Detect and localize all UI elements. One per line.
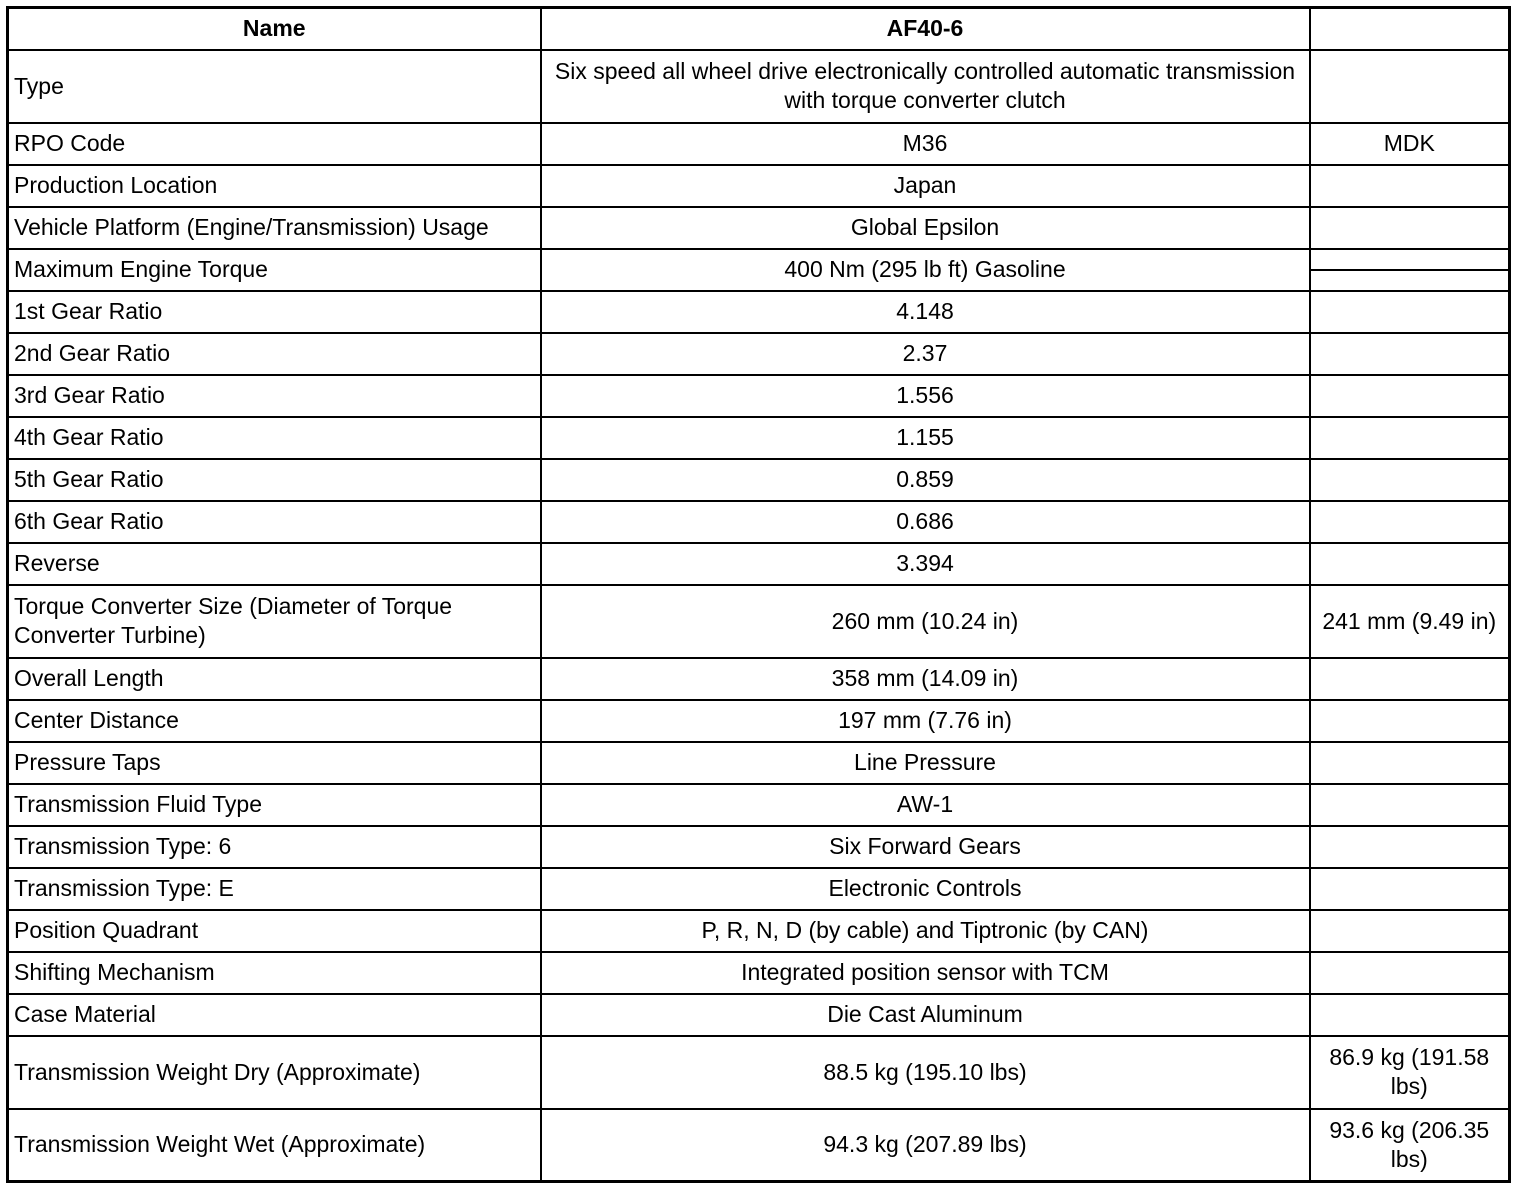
row-value: 260 mm (10.24 in) [541,585,1310,658]
row-alt-value [1310,910,1510,952]
row-alt-value [1310,501,1510,543]
row-value: 358 mm (14.09 in) [541,658,1310,700]
table-row [8,742,1510,784]
row-label: Reverse [8,543,541,585]
row-alt-value [1310,784,1510,826]
table-row [8,165,1510,207]
row-alt-value [1310,658,1510,700]
row-value: 197 mm (7.76 in) [541,700,1310,742]
header-name: Name [8,8,541,50]
table-row [8,50,1510,123]
row-value: M36 [541,123,1310,165]
row-alt-value [1310,417,1510,459]
row-label: Torque Converter Size (Diameter of Torque Converter Turbine) [8,585,541,658]
row-label: 4th Gear Ratio [8,417,541,459]
row-alt-value [1310,994,1510,1036]
row-label: Center Distance [8,700,541,742]
row-value: Integrated position sensor with TCM [541,952,1310,994]
row-value: 1.155 [541,417,1310,459]
row-label: Transmission Weight Wet (Approximate) [8,1109,541,1182]
row-value: Global Epsilon [541,207,1310,249]
row-alt-value [1310,50,1510,123]
row-value: P, R, N, D (by cable) and Tiptronic (by CAN) [541,910,1310,952]
table-row [8,1036,1510,1109]
table-row [8,333,1510,375]
table-row [8,994,1510,1036]
table-row [8,123,1510,165]
header-af40-6: AF40-6 [541,8,1310,50]
row-label: RPO Code [8,123,541,165]
table-row [8,417,1510,459]
row-alt-value: MDK [1310,123,1510,165]
table-row [8,784,1510,826]
row-value: Japan [541,165,1310,207]
row-label: Pressure Taps [8,742,541,784]
row-value: 4.148 [541,291,1310,333]
row-label: Transmission Weight Dry (Approximate) [8,1036,541,1109]
specification-table [6,6,1511,1183]
row-value: 400 Nm (295 lb ft) Gasoline [541,249,1310,291]
table-header-row [8,8,1510,50]
row-value: 88.5 kg (195.10 lbs) [541,1036,1310,1109]
table-row [8,291,1510,333]
row-value: Electronic Controls [541,868,1310,910]
row-label: Transmission Fluid Type [8,784,541,826]
row-value: Line Pressure [541,742,1310,784]
table-row [8,207,1510,249]
row-label: Transmission Type: 6 [8,826,541,868]
row-label: Overall Length [8,658,541,700]
table-row [8,1109,1510,1182]
row-label: Position Quadrant [8,910,541,952]
row-alt-value [1310,165,1510,207]
table-row [8,826,1510,868]
table-row [8,375,1510,417]
row-label: Maximum Engine Torque [8,249,541,291]
row-label: 2nd Gear Ratio [8,333,541,375]
row-label: 6th Gear Ratio [8,501,541,543]
row-alt-value [1310,291,1510,333]
row-alt-value [1310,952,1510,994]
row-alt-value [1310,333,1510,375]
row-value: AW-1 [541,784,1310,826]
table-row [8,543,1510,585]
row-value: 2.37 [541,333,1310,375]
table-row [8,585,1510,658]
row-alt-value: 241 mm (9.49 in) [1310,585,1510,658]
row-label: 5th Gear Ratio [8,459,541,501]
row-alt-value: 93.6 kg (206.35 lbs) [1310,1109,1510,1182]
row-alt-value [1310,459,1510,501]
row-label: Type [8,50,541,123]
row-label: 3rd Gear Ratio [8,375,541,417]
row-label: Shifting Mechanism [8,952,541,994]
row-alt-value [1310,742,1510,784]
table-row [8,868,1510,910]
row-label: Vehicle Platform (Engine/Transmission) Usage [8,207,541,249]
row-value: Six speed all wheel drive electronically controlled automatic transmission with torque converter clutch [541,50,1310,123]
row-value: 0.686 [541,501,1310,543]
row-value: 1.556 [541,375,1310,417]
header-col3 [1310,8,1510,50]
table-row [8,910,1510,952]
row-alt-value [1310,700,1510,742]
row-alt-value [1310,543,1510,585]
row-value: 94.3 kg (207.89 lbs) [541,1109,1310,1182]
row-value: Six Forward Gears [541,826,1310,868]
row-alt-value [1310,207,1510,249]
table-row [8,459,1510,501]
row-label: 1st Gear Ratio [8,291,541,333]
row-value: Die Cast Aluminum [541,994,1310,1036]
table-row [8,700,1510,742]
row-value: 0.859 [541,459,1310,501]
row-alt-value-split [1310,249,1510,291]
row-value: 3.394 [541,543,1310,585]
table-row [8,952,1510,994]
table-row [8,658,1510,700]
row-alt-value: 86.9 kg (191.58 lbs) [1310,1036,1510,1109]
row-label: Transmission Type: E [8,868,541,910]
row-alt-value [1310,375,1510,417]
cell-divider [1311,269,1509,271]
table-row [8,249,1510,291]
row-label: Case Material [8,994,541,1036]
row-alt-value [1310,868,1510,910]
row-label: Production Location [8,165,541,207]
row-alt-value [1310,826,1510,868]
table-row [8,501,1510,543]
